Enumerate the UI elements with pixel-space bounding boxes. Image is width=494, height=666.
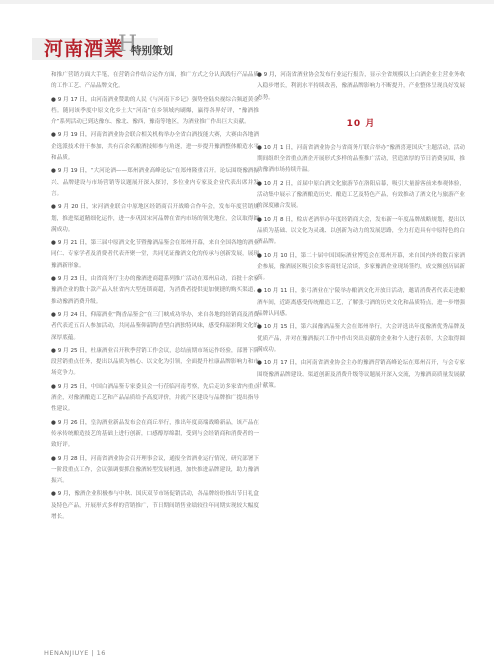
- entry-date: ● 9 月 19 日，: [51, 168, 91, 175]
- month-heading: 10 月: [346, 118, 376, 129]
- news-entry: [51, 70, 259, 93]
- right-column-top: [257, 70, 465, 104]
- news-entry: [51, 310, 259, 344]
- news-entry: [51, 130, 259, 164]
- entry-date: ● 9 月 19 日，: [51, 132, 91, 139]
- entry-text: “大河论酒——郑州酒业高峰论坛”在郑州隆重召开。论坛围绕豫酒振兴、品牌建设与市场营销等议题展开深入探讨，多位业内专家及企业代表出席并发言。: [51, 168, 259, 197]
- entry-text: 由省商务厅主办的豫酒进商超系列推广活动在郑州启动，首批十余家豫酒企业的数十款产品入驻省内大型连锁商超，为消费者提供更加便捷的购买渠道，推动豫酒消费升级。: [51, 276, 259, 305]
- entry-date: ● 9 月 25 日，: [51, 347, 91, 354]
- news-entry: [51, 166, 259, 200]
- news-entry: [257, 215, 465, 249]
- entry-date: ● 10 月 2 日，: [257, 180, 297, 187]
- entry-text: 河南省酒业协会联合相关机构举办全省白酒技能大赛，大赛由各地酒企选派技术骨干参加，共有百余名酿酒技师参与角逐，进一步提升豫酒整体酿造水平和品质。: [51, 132, 259, 162]
- entry-date: ● 9 月 21 日，: [51, 240, 91, 247]
- entry-text: 第二十届中国国际酒业博览会在郑州开幕，来自国内外的数百家酒企参展，豫酒展区吸引众多客商驻足洽谈，多家豫酒企业现场签约，成交额创历届新高。: [257, 252, 465, 282]
- news-entry: [51, 454, 259, 488]
- entry-date: ● 10 月 11 日，: [257, 288, 301, 295]
- entry-text: 河南省酒业协会发布行业运行报告，显示全省规模以上白酒企业主营业务收入稳步增长，利润水平持续改善，豫酒品牌影响力不断提升，产业整体呈现良好发展态势。: [257, 72, 465, 101]
- news-entry: [257, 179, 465, 213]
- entry-text: 第六届豫酒品鉴大会在郑州举行，大会评选出年度豫酒优秀品牌及优质产品，并对在豫酒振兴工作中作出突出贡献的企业和个人进行表彰，大会取得圆满成功。: [257, 324, 465, 353]
- entry-text: 宋河酒业联合中原地区经销商召开战略合作年会，发布年度营销规划，推进渠道精细化运作，进一步巩固宋河品牌在省内市场的领先地位，会议取得圆满成功。: [51, 204, 259, 233]
- entry-date: ● 10 月 8 日，: [257, 216, 297, 223]
- entry-text: 和推广营销方面大手笔，在营销合作结合运作方面，推广方式之分认真践行产品品质的工作工艺、产品品牌文化。: [51, 72, 259, 90]
- masthead: [0, 32, 494, 62]
- entry-text: 杜康酒业召开秋季营销工作会议，总结前期市场运作经验，部署下阶段营销重点任务，提出以品质为核心、以文化为引领，全面提升杜康品牌影响力和市场竞争力。: [51, 347, 259, 377]
- entry-date: ● 9 月 17 日，: [51, 96, 91, 103]
- section-title: 特别策划: [131, 45, 173, 57]
- entry-date: ● 9 月 26 日，: [51, 419, 91, 426]
- entry-text: 河南省酒业协会与省商务厅联合举办“豫酒喜迎国庆”主题活动，活动期间组织全省重点酒企开展形式多样的品鉴推广活动，营造浓厚的节日消费氛围，推动豫酒市场持续升温。: [257, 144, 465, 174]
- entry-date: ● 9 月 25 日，: [51, 383, 91, 390]
- entry-date: ● 10 月 1 日，: [257, 144, 297, 151]
- top-rule: [0, 0, 494, 4]
- entry-text: 由河南省酒业协会主办的豫酒营销高峰论坛在郑州召开，与会专家围绕豫酒品牌建设、渠道创新及消费升级等议题展开深入交流，为豫酒高质量发展献计献策。: [257, 360, 465, 389]
- entry-text: 皇沟酒业新品发布会在商丘举行，推出年度高端战略新品，该产品在传承传统酿造技艺的基础上进行创新，口感醇厚绵甜，受到与会经销商和消费者的一致好评。: [51, 419, 259, 449]
- news-entry: [257, 358, 465, 392]
- entry-text: 豫酒企业积极参与中秋、国庆双节市场促销活动，各品牌纷纷推出节日礼盒及特色产品，开展形式多样的营销推广，节日期间销售业绩较往年同期实现较大幅度增长。: [51, 491, 259, 520]
- news-entry: [257, 251, 465, 285]
- news-entry: [257, 143, 465, 177]
- news-entry: [51, 382, 259, 416]
- entry-text: 中国白酒品鉴专家委员会一行莅临河南考察，先后走访多家省内重点酒企，对豫酒酿造工艺和产品品质给予高度评价，并就产区建设与品牌推广提出指导性建议。: [51, 383, 259, 413]
- entry-text: 仰韶酒业“陶香品鉴会”在三门峡成功举办，来自各地的经销商及消费者代表近五百人参加活动，共同品鉴仰韶陶香型白酒独特风味，感受仰韶彩陶文化的深厚底蕴。: [51, 311, 259, 341]
- news-entry: [257, 322, 465, 356]
- entry-text: 第三届中原酒文化节暨豫酒品鉴会在郑州开幕，来自全国各地的酒业同仁、专家学者及消费者代表齐聚一堂，共同见证豫酒文化的传承与创新发展，展现豫酒新形象。: [51, 240, 259, 269]
- entry-date: ● 10 月 10 日，: [257, 252, 301, 259]
- entry-text: 张弓酒业在宁陵举办酿酒文化开放日活动，邀请消费者代表走进酿酒车间，近距离感受传统酿造工艺，了解张弓酒的历史文化和品质特点，进一步增强品牌认同感。: [257, 288, 465, 318]
- right-column: [257, 70, 465, 630]
- magazine-brand: 河南酒業: [44, 38, 125, 60]
- entry-text: 首届中原白酒文化旅游节在洛阳启幕，吸引大量游客前来参观体验，活动集中展示了豫酒酿造历史、酿造工艺及特色产品，有效推动了酒文化与旅游产业的深度融合发展。: [257, 180, 465, 210]
- entry-date: ● 9 月，: [257, 72, 281, 78]
- entry-date: ● 9 月 28 日，: [51, 455, 91, 462]
- entry-text: 由河南酒业赞助的人民《与河南下乡记》强势登陆央视综合频道黄金档。随同该季度中原文化乡土大“河南”在乡领域内刷爆，赢得各界好评，“豫酒推介”系列活动已到达豫东、豫北、豫西，豫南等地区，为酒业推广作出巨大贡献。: [51, 96, 259, 126]
- news-entry: [51, 202, 259, 236]
- entry-date: ● 9 月，: [51, 491, 75, 498]
- right-column-body: [257, 143, 465, 392]
- entry-date: ● 10 月 17 日，: [257, 360, 301, 367]
- news-entry: [51, 274, 259, 308]
- news-entry: [51, 418, 259, 452]
- news-entry: [51, 238, 259, 272]
- news-entry: [51, 95, 259, 129]
- entry-date: ● 9 月 20 日，: [51, 204, 92, 211]
- brand-mark: H: [118, 32, 138, 57]
- entry-date: ● 9 月 24 日，: [51, 311, 91, 318]
- entry-date: ● 9 月 23 日，: [51, 276, 91, 283]
- news-entry: [51, 346, 259, 380]
- left-column: [51, 70, 259, 630]
- news-entry: [257, 70, 465, 104]
- news-entry: [51, 489, 259, 523]
- entry-text: 河南省酒业协会召开理事会议，通报全省酒业运行情况，研究部署下一阶段重点工作，会议强调要抓住豫酒转型发展机遇，加快推进品牌建设，助力豫酒振兴。: [51, 455, 259, 485]
- news-entry: [257, 286, 465, 320]
- entry-text: 赊店老酒举办年度经销商大会，发布新一年度品牌战略规划，提出以品质为基础、以文化为灵魂、以创新为动力的发展思路，全力打造具有中原特色的白酒品牌。: [257, 216, 465, 246]
- page-footer: HENANJIUYE | 16: [44, 649, 106, 657]
- entry-date: ● 10 月 15 日，: [257, 324, 301, 331]
